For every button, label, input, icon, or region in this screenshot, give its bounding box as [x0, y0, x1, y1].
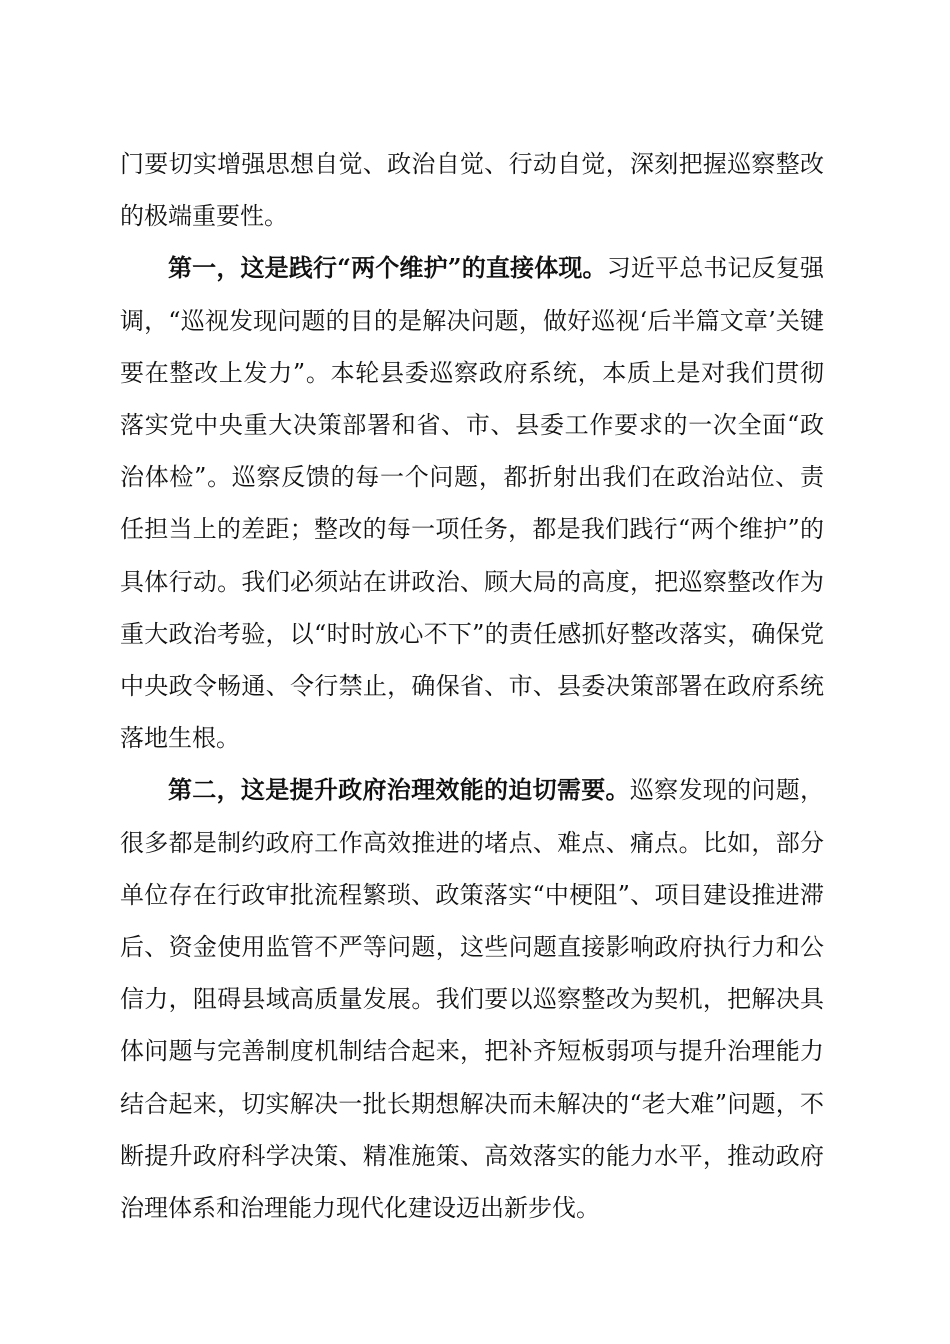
paragraph-second-point: [120, 764, 824, 1234]
paragraph-first-point-text: 习近平总书记反复强调，“巡视发现问题的目的是解决问题，做好巡视‘后半篇文章’关键要在整改上发力”。本轮县委巡察政府系统，本质上是对我们贯彻落实党中央重大决策部署和省、市、县委工作要求的一次全面“政治体检”。巡察反馈的每一个问题，都折射出我们在政治站位、责任担当上的差距；整改的每一项任务，都是我们践行“两个维护”的具体行动。我们必须站在讲政治、顾大局的高度，把巡察整改作为重大政治考验，以“时时放心不下”的责任感抓好整改落实，确保党中央政令畅通、令行禁止，确保省、市、县委决策部署在政府系统落地生根。: [120, 254, 825, 753]
paragraph-second-point-heading: 第二，这是提升政府治理效能的迫切需要。: [168, 775, 630, 805]
paragraph-continuation: [120, 138, 824, 242]
paragraph-continuation-text: 门要切实增强思想自觉、政治自觉、行动自觉，深刻把握巡察整改的极端重要性。: [120, 150, 824, 231]
paragraph-second-point-text: 巡察发现的问题，很多都是制约政府工作高效推进的堵点、难点、痛点。比如，部分单位存在行政审批流程繁琐、政策落实“中梗阻”、项目建设推进滞后、资金使用监管不严等问题，这些问题直接影响政府执行力和公信力，阻碍县域高质量发展。我们要以巡察整改为契机，把解决具体问题与完善制度机制结合起来，把补齐短板弱项与提升治理能力结合起来，切实解决一批长期想解决而未解决的“老大难”问题，不断提升政府科学决策、精准施策、高效落实的能力水平，推动政府治理体系和治理能力现代化建设迈出新步伐。: [120, 776, 825, 1223]
paragraph-first-point-heading: 第一，这是践行“两个维护”的直接体现。: [168, 253, 607, 283]
document-body: [120, 138, 824, 1234]
paragraph-first-point: [120, 242, 824, 764]
